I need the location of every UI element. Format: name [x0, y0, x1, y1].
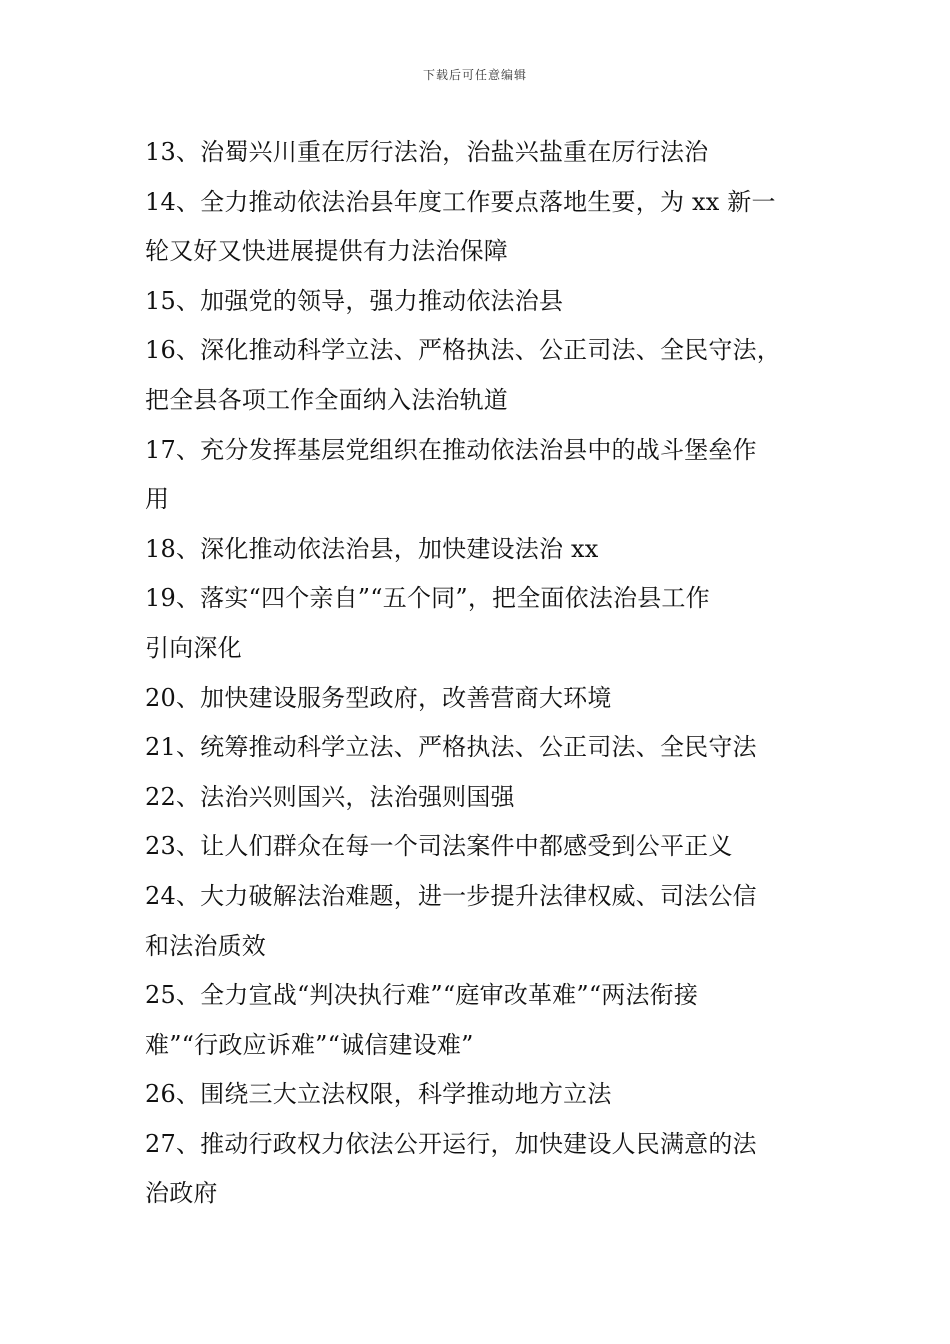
text-line: 26、围绕三大立法权限，科学推动地方立法	[145, 1080, 612, 1109]
text-line: 17、充分发挥基层党组织在推动依法治县中的战斗堡垒作	[145, 435, 757, 464]
text-line: 13、治蜀兴川重在厉行法治，治盐兴盐重在厉行法治	[145, 138, 709, 166]
text-line: 27、推动行政权力依法公开运行，加快建设人民满意的法	[145, 1129, 757, 1158]
text-line: 15、加强党的领导，强力推动依法治县	[145, 286, 564, 315]
text-line: 14、全力推动依法治县年度工作要点落地生要，为 xx 新一	[145, 187, 776, 216]
document-body	[145, 128, 825, 1219]
text-line: 19、落实“四个亲自”“五个同”，把全面依法治县工作	[145, 584, 710, 613]
page-header: 下载后可任意编辑	[422, 68, 527, 82]
text-line: 轮又好又快进展提供有力法治保障	[145, 237, 508, 266]
text-line: 难”“行政应诉难”“诚信建设难”	[145, 1030, 474, 1059]
text-line: 16、深化推动科学立法、严格执法、公正司法、全民守法，	[145, 336, 781, 365]
text-line: 把全县各项工作全面纳入法治轨道	[145, 385, 508, 414]
text-line: 22、法治兴则国兴，法治强则国强	[145, 782, 515, 811]
text-line: 23、让人们群众在每一个司法案件中都感受到公平正义	[145, 832, 733, 861]
text-line: 21、统筹推动科学立法、严格执法、公正司法、全民守法	[145, 733, 757, 762]
text-line: 20、加快建设服务型政府，改善营商大环境	[145, 683, 612, 712]
text-line: 18、深化推动依法治县，加快建设法治 xx	[145, 534, 599, 563]
text-line: 引向深化	[145, 633, 242, 662]
text-line: 25、全力宣战“判决执行难”“庭审改革难”“两法衔接	[145, 981, 699, 1010]
text-line: 和法治质效	[145, 931, 266, 960]
text-line: 治政府	[145, 1179, 218, 1208]
text-line: 用	[145, 485, 170, 514]
text-line: 24、大力破解法治难题，进一步提升法律权威、司法公信	[145, 881, 757, 910]
